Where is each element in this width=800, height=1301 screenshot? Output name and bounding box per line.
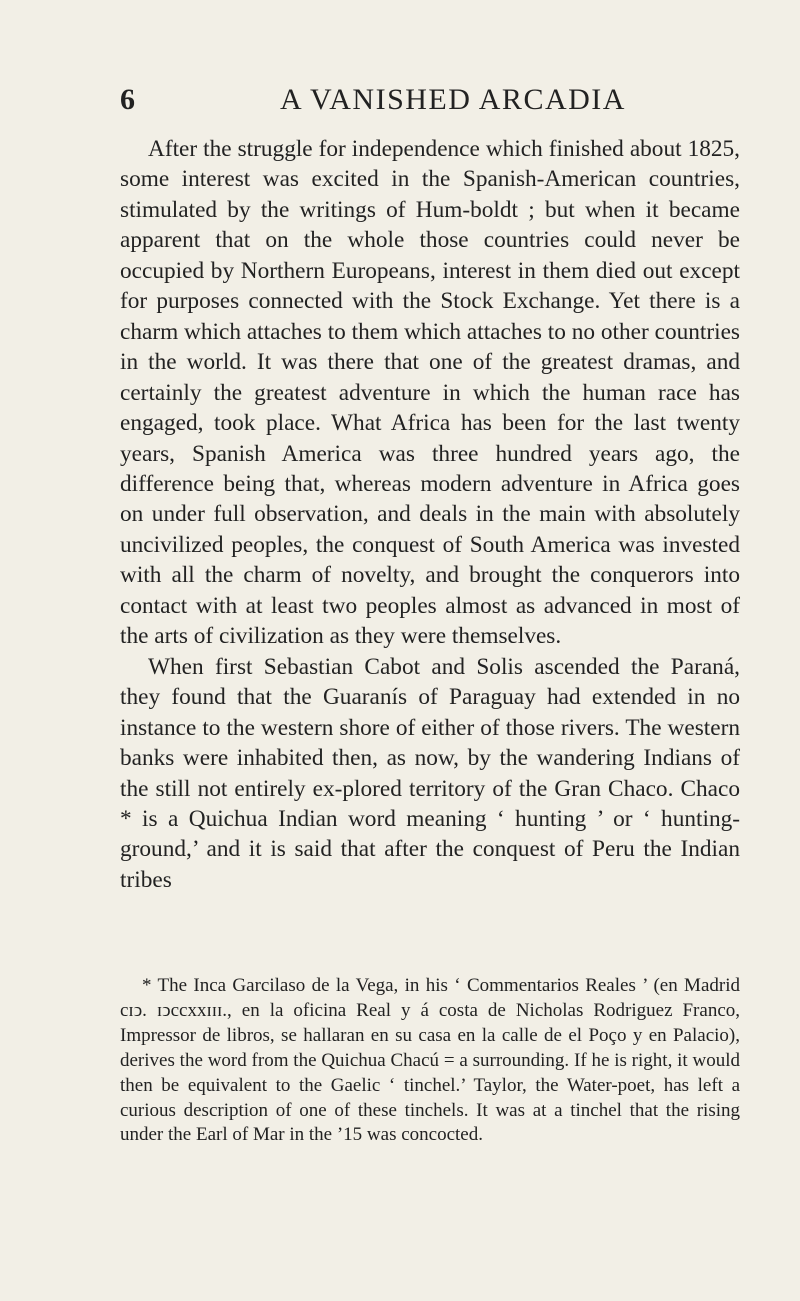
page-header bbox=[0, 82, 800, 122]
running-title: A VANISHED ARCADIA bbox=[280, 83, 626, 116]
paragraph-1: After the struggle for independence which finished about 1825, some interest was excited in the Spanish-American countries, stimulated by the writings of Hum-boldt ; but when it became apparent that on the whole those countries could never be occupied by Northern Europeans, interest in them died out except for purposes connected with the Stock Exchange. Yet there is a charm which attaches to them which attaches to no other countries in the world. It was there that one of the greatest dramas, and certainly the greatest adventure in which the human race has engaged, took place. What Africa has been for the last twenty years, Spanish America was three hundred years ago, the difference being that, whereas modern adventure in Africa goes on under full observation, and deals in the main with absolutely uncivilized peoples, the conquest of South America was invested with all the charm of novelty, and brought the conquerors into contact with at least two peoples almost as advanced in most of the arts of civilization as they were themselves. bbox=[120, 136, 740, 650]
paragraph-2: When first Sebastian Cabot and Solis ascended the Paraná, they found that the Guaranís of Paraguay had extended in no instance to the western shore of either of those rivers. The western banks were inhabited then, as now, by the wandering Indians of the still not entirely ex-plored territory of the Gran Chaco. Chaco * is a Quichua Indian word meaning ‘ hunting ’ or ‘ hunting-ground,’ and it is said that after the conquest of Peru the Indian tribes bbox=[120, 653, 740, 893]
body-text bbox=[120, 134, 740, 895]
footnote bbox=[120, 974, 740, 1148]
footnote-text: * The Inca Garcilaso de la Vega, in his ‘ Commentarios Reales ’ (en Madrid cɪↄ. ɪↄccxxɪɪɪ., en la oficina Real y á costa de Nicholas Rodriguez Franco, Impressor de libros, se hallaran en su casa en la calle de el Poço y en Palacio), derives the word from the Quichua Chacú = a surrounding. If he is right, it would then be equivalent to the Gaelic ‘ tinchel.’ Taylor, the Water-poet, has left a curious description of one of these tinchels. It was at a tinchel that the rising under the Earl of Mar in the ’15 was concocted. bbox=[120, 975, 740, 1146]
page-number: 6 bbox=[120, 83, 135, 116]
